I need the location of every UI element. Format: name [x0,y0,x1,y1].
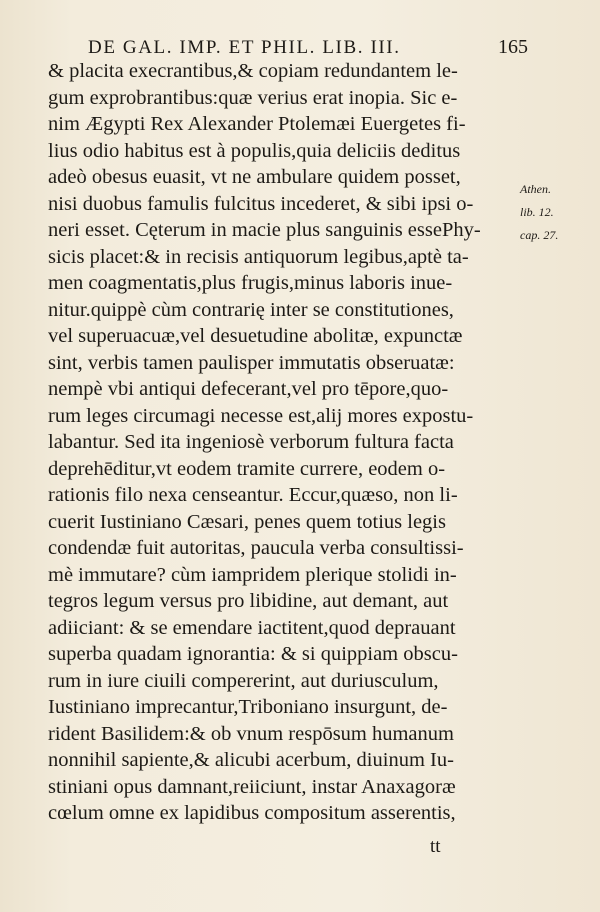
text-line: & placita execrantibus,& copiam redundantem le- [48,60,458,82]
catchword: tt [430,836,441,857]
text-line: deprehēditur,vt eodem tramite currere, eodem o- [48,457,446,480]
text-line: mè immutare? cùm iampridem plerique stolidi in- [48,563,457,586]
text-line: adiiciant: & se emendare iactitent,quod deprauant [48,616,456,639]
text-line: cœlum omne ex lapidibus compositum asserentis, [48,802,456,824]
text-line: rum leges circumagi necesse est,alij mores expostu- [48,404,474,427]
text-line: adeò obesus euasit, vt ne ambulare quidem posset, [48,166,461,188]
text-line: condendæ fuit autoritas, paucula verba consultissi- [48,537,464,559]
running-head [88,36,528,59]
text-line: nonnihil sapiente,& alicubi acerbum, diuinum Iu- [48,749,454,771]
text-line: labantur. Sed ita ingeniosè verborum fultura facta [48,431,454,453]
text-line: tegros legum versus pro libidine, aut demant, aut [48,590,449,612]
margin-note: lib. 12. [520,205,554,219]
text-line: superba quadam ignorantia: & si quippiam obscu- [48,643,458,665]
text-line: stiniani opus damnant,reiiciunt, instar Anaxagoræ [48,775,456,798]
text-line: sint, verbis tamen paulisper immutatis obseruatæ: [48,351,455,374]
text-line: rum in iure ciuili compererint, aut duriusculum, [48,669,439,692]
margin-note: cap. 27. [520,228,559,242]
page-number: 165 [498,36,528,58]
text-line: nim Ægypti Rex Alexander Ptolemæi Euergetes fi- [48,113,466,135]
text-line: cuerit Iustiniano Cæsari, penes quem totius legis [48,510,446,533]
text-line: nempè vbi antiqui defecerant,vel pro tēpore,quo- [48,378,449,400]
text-line: nitur.quippè cùm contrarię inter se constitutiones, [48,298,454,321]
text-line: vel superuacuæ,vel desuetudine abolitæ, expunctæ [48,325,463,347]
text-line: Iustiniano imprecantur,Triboniano insurgunt, de- [48,696,448,718]
text-line: men coagmentatis,plus frugis,minus laboris inue- [48,272,453,294]
text-line: lius odio habitus est à populis,quia deliciis deditus [48,139,461,162]
margin-note-reference [520,178,592,247]
running-head-title: DE GAL. IMP. ET PHIL. LIB. III. [88,37,401,58]
text-line: gum exprobrantibus:quæ verius erat inopia. Sic e- [48,86,458,109]
text-line: rident Basilidem:& ob vnum respōsum humanum [48,722,454,745]
text-line: nisi duobus famulis fulcitus incederet, & sibi ipsi o- [48,192,474,215]
text-line: sicis placet:& in recisis antiquorum legibus,aptè ta- [48,245,469,268]
text-line: rationis filo nexa censeantur. Eccur,quæso, non li- [48,484,458,506]
body-text [48,58,513,827]
margin-note: Athen. [520,182,551,196]
text-line: neri esset. Cęterum in macie plus sanguinis essePhy- [48,219,481,241]
